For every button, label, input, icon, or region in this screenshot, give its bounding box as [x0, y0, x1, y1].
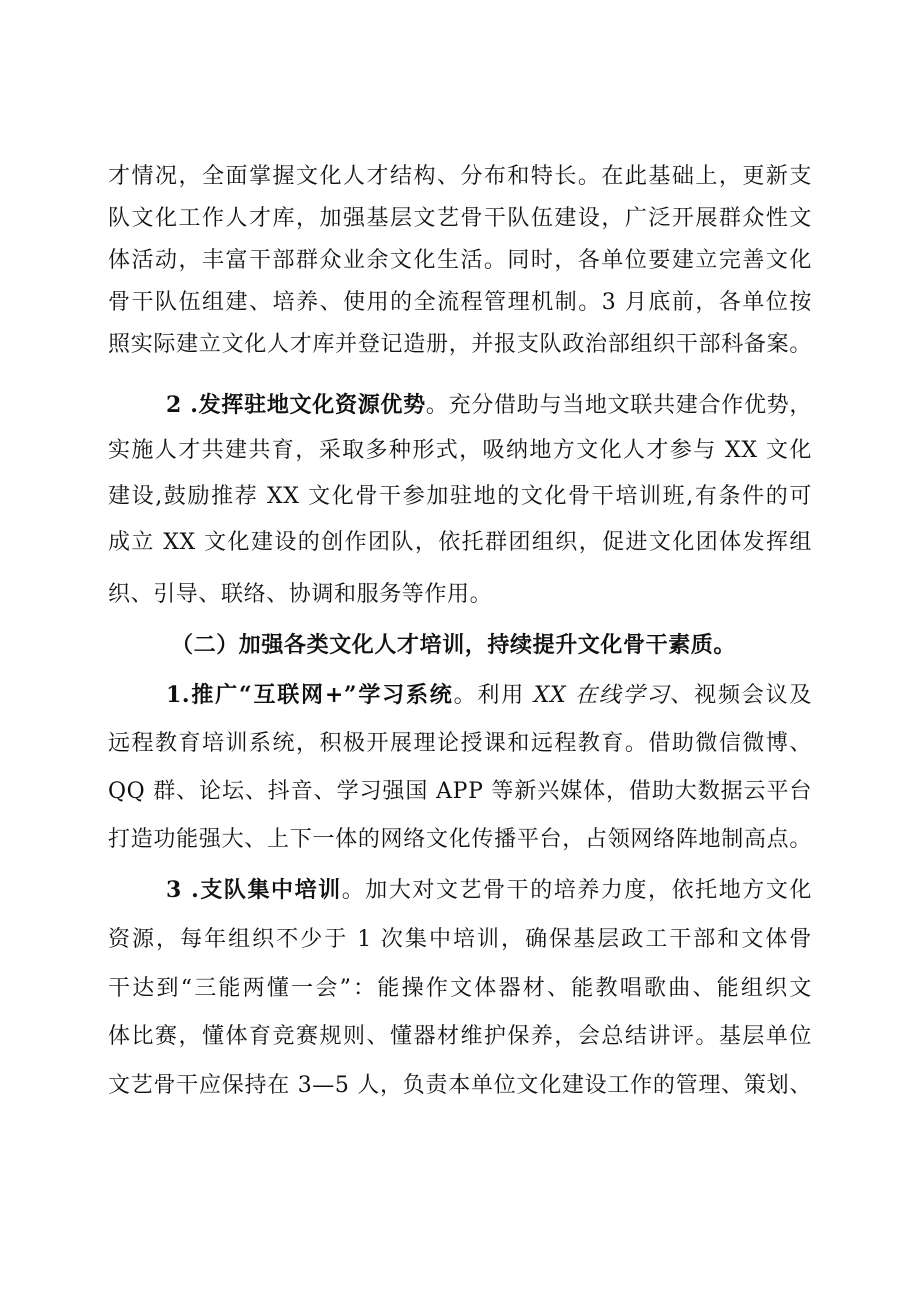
text-run: 干达到“三能两懂一会”：能操作文体器材、能教唱歌曲、能组织文 [108, 976, 812, 1001]
paragraph-line [108, 825, 812, 855]
text-run: 建设,鼓励推荐 XX 文化骨干参加驻地的文化骨干培训班,有条件的可 [108, 484, 812, 509]
section-heading [171, 630, 811, 660]
text-run: 实施人才共建共育，采取多种形式，吸纳地方文化人才参与 XX 文化 [108, 438, 812, 463]
paragraph-line [166, 875, 812, 905]
text-run: 成立 XX 文化建设的创作团队，依托群团组织，促进文化团体发挥组 [108, 530, 812, 555]
subheading-text: 3 .支队集中培训 [166, 877, 342, 903]
text-run: 队文化工作人才库，加强基层文艺骨干队伍建设，广泛开展群众性文 [108, 206, 812, 231]
text-run: QQ 群、论坛、抖音、学习强国 APP 等新兴媒体，借助大数据云平台 [108, 779, 812, 804]
text-run: 体活动，丰富干部群众业余文化生活。同时，各单位要建立完善文化 [108, 248, 812, 273]
text-run: 骨干队伍组建、培养、使用的全流程管理机制。3 月底前，各单位按 [108, 290, 812, 315]
paragraph-line [108, 246, 812, 276]
paragraph-line [108, 1071, 812, 1101]
text-run: 。利用 [453, 683, 534, 708]
paragraph-line [108, 482, 812, 512]
text-run: 资源，每年组织不少于 1 次集中培训，确保基层政工干部和文体骨 [108, 927, 812, 952]
paragraph-line [108, 436, 812, 466]
paragraph-line [108, 330, 812, 360]
text-run: 打造功能强大、上下一体的网络文化传播平台，占领网络阵地制高点。 [108, 827, 812, 852]
text-run: 体比赛，懂体育竞赛规则、懂器材维护保养，会总结讲评。基层单位 [108, 1024, 812, 1049]
text-run: 织、引导、联络、协调和服务等作用。 [108, 582, 493, 607]
paragraph-line [108, 580, 492, 610]
text-run: 远程教育培训系统，积极开展理论授课和远程教育。借助微信微博、 [108, 731, 812, 756]
subheading-text: 2 .发挥驻地文化资源优势 [166, 392, 426, 418]
section-heading-text: （二）加强各类文化人才培训，持续提升文化骨干素质。 [171, 632, 737, 658]
text-run: 。充分借助与当地文联共建合作优势， [425, 393, 812, 418]
paragraph-line [108, 204, 812, 234]
paragraph-line [108, 925, 812, 955]
text-run: 。加大对文艺骨干的培养力度，依托地方文化 [341, 878, 812, 903]
paragraph-line [108, 528, 812, 558]
paragraph-line [108, 777, 812, 807]
paragraph-line [108, 288, 812, 318]
text-run: 文艺骨干应保持在 3—5 人，负责本单位文化建设工作的管理、策划、 [108, 1073, 812, 1098]
paragraph-line [108, 1022, 812, 1052]
italic-text-run: XX 在线学习 [533, 683, 671, 708]
paragraph-line [108, 162, 812, 192]
text-run: 照实际建立文化人才库并登记造册，并报支队政治部组织干部科备案。 [108, 332, 812, 357]
paragraph-line [166, 680, 812, 710]
paragraph-line [108, 729, 812, 759]
paragraph-line [108, 974, 812, 1004]
paragraph-line [166, 390, 812, 420]
text-run: 才情况，全面掌握文化人才结构、分布和特长。在此基础上，更新支 [108, 164, 812, 189]
text-run: 、视频会议及 [670, 683, 812, 708]
subheading-text: 1.推广“互联网+”学习系统 [166, 682, 454, 708]
